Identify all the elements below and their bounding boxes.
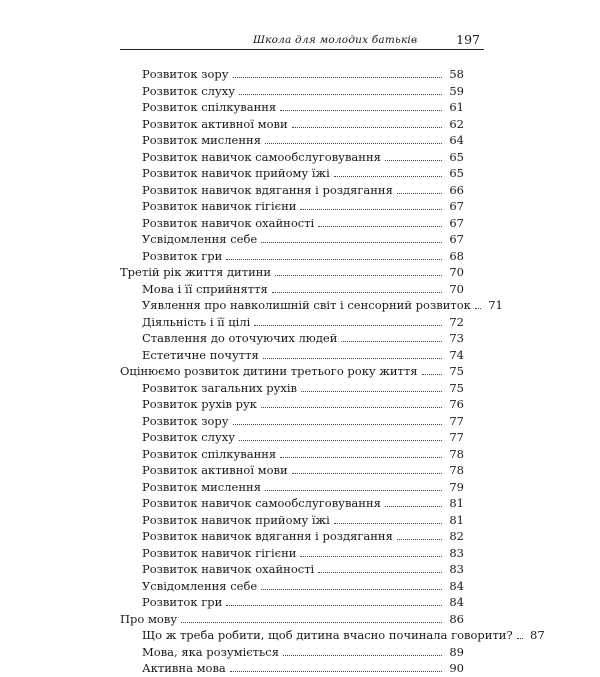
toc-dot-leader xyxy=(300,198,442,210)
toc-entry-page: 67 xyxy=(449,215,464,230)
toc-entry xyxy=(120,248,464,265)
toc-entry-title: Розвиток активної мови xyxy=(142,116,288,131)
toc-entry-title: Усвідомлення себе xyxy=(142,578,258,593)
toc-entry-page: 86 xyxy=(449,611,464,626)
toc-entry-page: 82 xyxy=(449,529,464,543)
toc-entry-title: Усвідомлення себе xyxy=(142,232,258,246)
toc-entry-title: Уявлення про навколишній світ і сенсорний розвиток xyxy=(142,298,471,312)
toc-entry-title: Розвиток мислення xyxy=(142,133,261,147)
toc-dot-leader xyxy=(280,99,442,111)
toc-entry-page: 87 xyxy=(530,628,545,642)
toc-dot-leader xyxy=(385,149,442,161)
toc-entry xyxy=(120,413,464,430)
toc-dot-leader xyxy=(301,380,442,392)
toc-dot-leader xyxy=(181,611,442,623)
toc-entry xyxy=(120,594,464,611)
toc-entry-page: 75 xyxy=(449,380,464,395)
toc-entry xyxy=(120,578,464,595)
toc-entry-title: Розвиток навичок прийому їжі xyxy=(142,166,330,180)
toc-entry-title: Розвиток навичок самообслуговування xyxy=(142,496,381,510)
toc-dot-leader xyxy=(422,363,442,375)
toc-entry-page: 62 xyxy=(449,116,464,131)
toc-entry-page: 72 xyxy=(449,314,464,329)
toc-entry xyxy=(120,66,464,83)
toc-entry-title: Розвиток рухів рук xyxy=(142,397,257,411)
toc-entry-title: Розвиток зору xyxy=(142,413,229,428)
page-number: 197 xyxy=(456,32,480,47)
toc-dot-leader xyxy=(275,264,442,276)
toc-dot-leader xyxy=(397,182,442,194)
toc-dot-leader xyxy=(265,132,442,144)
toc-entry-title: Мова і її сприйняття xyxy=(142,281,268,296)
toc-dot-leader xyxy=(239,83,442,95)
toc-entry-page: 58 xyxy=(449,67,464,81)
toc-entry xyxy=(120,545,464,562)
toc-entry-page: 84 xyxy=(449,595,464,609)
toc-entry-title: Розвиток навичок самообслуговування xyxy=(142,149,381,164)
toc-dot-leader xyxy=(318,215,442,227)
toc-dot-leader xyxy=(261,396,442,408)
toc-dot-leader xyxy=(283,644,442,656)
toc-entry-page: 79 xyxy=(449,479,464,494)
toc-entry-title: Третій рік життя дитини xyxy=(120,265,272,279)
toc-dot-leader xyxy=(226,248,442,260)
toc-dot-leader xyxy=(265,479,442,491)
toc-entry xyxy=(120,215,464,232)
toc-entry xyxy=(120,396,464,413)
toc-entry-page: 77 xyxy=(449,413,464,428)
toc-entry xyxy=(120,314,464,331)
toc-dot-leader xyxy=(233,66,442,78)
toc-entry xyxy=(120,330,464,347)
toc-section-entry xyxy=(120,264,464,281)
toc-entry-page: 75 xyxy=(449,364,464,378)
toc-entry-page: 61 xyxy=(449,100,464,114)
toc-entry-title: Розвиток навичок охайності xyxy=(142,215,315,230)
toc-dot-leader xyxy=(385,495,442,507)
toc-entry-page: 89 xyxy=(449,644,464,659)
toc-entry-title: Розвиток мислення xyxy=(142,479,261,494)
toc-entry-title: Розвиток активної мови xyxy=(142,463,288,477)
toc-entry-title: Розвиток спілкування xyxy=(142,100,277,114)
toc-entry-page: 83 xyxy=(449,545,464,560)
toc-entry xyxy=(120,231,464,248)
toc-entry-title: Про мову xyxy=(120,611,178,626)
toc-entry-title: Розвиток гри xyxy=(142,248,223,263)
toc-entry xyxy=(120,512,464,529)
toc-entry xyxy=(120,479,464,496)
toc-entry xyxy=(120,149,464,166)
toc-entry xyxy=(120,83,464,100)
toc-entry xyxy=(120,644,464,661)
toc-entry-page: 67 xyxy=(449,232,464,246)
toc-entry xyxy=(120,99,464,116)
toc-entry-page: 70 xyxy=(449,281,464,296)
toc-dot-leader xyxy=(517,627,523,639)
toc-entry-page: 84 xyxy=(449,578,464,593)
toc-entry-page: 64 xyxy=(449,133,464,147)
toc-section-entry xyxy=(120,363,464,380)
toc-entry-page: 71 xyxy=(488,298,503,312)
toc-entry-title: Естетичне почуття xyxy=(142,347,259,362)
toc-entry xyxy=(120,182,464,199)
toc-entry xyxy=(120,429,464,446)
toc-entry-title: Розвиток навичок вдягання і роздягання xyxy=(142,182,393,197)
toc-dot-leader xyxy=(341,330,442,342)
toc-dot-leader xyxy=(318,561,442,573)
toc-entry xyxy=(120,116,464,133)
toc-entry-title: Розвиток навичок гігієни xyxy=(142,199,297,213)
toc-entry xyxy=(120,281,464,298)
toc-entry-page: 66 xyxy=(449,182,464,197)
toc-entry-page: 73 xyxy=(449,331,464,345)
toc-entry-page: 81 xyxy=(449,512,464,527)
toc-dot-leader xyxy=(239,429,442,441)
toc-entry-title: Розвиток гри xyxy=(142,595,223,609)
toc-entry-title: Розвиток спілкування xyxy=(142,446,277,461)
running-title: Школа для молодих батьків xyxy=(253,34,418,46)
toc-entry-title: Розвиток слуху xyxy=(142,430,235,444)
toc-entry-page: 81 xyxy=(449,496,464,510)
toc-entry-title: Активна мова xyxy=(142,661,226,675)
toc-dot-leader xyxy=(334,165,442,177)
toc-entry-title: Мова, яка розуміється xyxy=(142,644,280,659)
toc-dot-leader xyxy=(280,446,442,458)
toc-dot-leader xyxy=(233,413,442,425)
toc-entry xyxy=(120,561,464,578)
toc-entry-page: 67 xyxy=(449,199,464,213)
toc-entry xyxy=(120,495,464,512)
toc-dot-leader xyxy=(397,528,442,540)
toc-entry-title: Що ж треба робити, щоб дитина вчасно починала говорити? xyxy=(142,628,513,642)
toc-dot-leader xyxy=(300,545,442,557)
toc-entry xyxy=(120,297,503,314)
toc-entry-title: Розвиток навичок охайності xyxy=(142,562,315,576)
toc-entry-page: 74 xyxy=(449,347,464,362)
toc-dot-leader xyxy=(261,231,442,243)
toc-entry xyxy=(120,198,464,215)
toc-entry-title: Розвиток зору xyxy=(142,67,229,81)
toc-entry-title: Розвиток загальних рухів xyxy=(142,380,298,395)
toc-entry-page: 65 xyxy=(449,149,464,164)
toc-entry-page: 77 xyxy=(449,430,464,444)
toc-entry-page: 59 xyxy=(449,83,464,98)
toc-dot-leader xyxy=(334,512,442,524)
toc-entry-title: Розвиток слуху xyxy=(142,83,235,98)
toc-section-entry xyxy=(120,611,464,628)
toc-dot-leader xyxy=(475,297,481,309)
toc-entry xyxy=(120,380,464,397)
toc-entry-page: 65 xyxy=(449,166,464,180)
toc-dot-leader xyxy=(254,314,442,326)
toc-entry xyxy=(120,347,464,364)
toc-entry-page: 78 xyxy=(449,463,464,477)
toc-entry xyxy=(120,660,464,677)
toc-entry-title: Розвиток навичок гігієни xyxy=(142,545,297,560)
toc-entry-title: Діяльність і її цілі xyxy=(142,314,251,329)
table-of-contents xyxy=(120,66,545,677)
toc-dot-leader xyxy=(292,462,442,474)
page-header xyxy=(120,33,484,50)
toc-entry-title: Розвиток навичок вдягання і роздягання xyxy=(142,529,393,543)
toc-entry-page: 83 xyxy=(449,562,464,576)
toc-entry xyxy=(120,627,545,644)
toc-entry-title: Розвиток навичок прийому їжі xyxy=(142,512,330,527)
toc-entry-page: 76 xyxy=(449,397,464,411)
toc-dot-leader xyxy=(292,116,442,128)
toc-dot-leader xyxy=(261,578,442,590)
toc-entry xyxy=(120,446,464,463)
toc-entry-page: 70 xyxy=(449,265,464,279)
toc-dot-leader xyxy=(272,281,442,293)
toc-entry xyxy=(120,132,464,149)
toc-dot-leader xyxy=(263,347,442,359)
toc-entry-page: 78 xyxy=(449,446,464,461)
toc-entry xyxy=(120,462,464,479)
toc-dot-leader xyxy=(226,594,442,606)
toc-dot-leader xyxy=(230,660,442,672)
toc-entry-page: 90 xyxy=(449,661,464,675)
toc-entry-page: 68 xyxy=(449,248,464,263)
toc-entry xyxy=(120,165,464,182)
toc-entry-title: Оцінюємо розвиток дитини третього року життя xyxy=(120,364,418,378)
toc-entry-title: Ставлення до оточуючих людей xyxy=(142,331,338,345)
toc-entry xyxy=(120,528,464,545)
